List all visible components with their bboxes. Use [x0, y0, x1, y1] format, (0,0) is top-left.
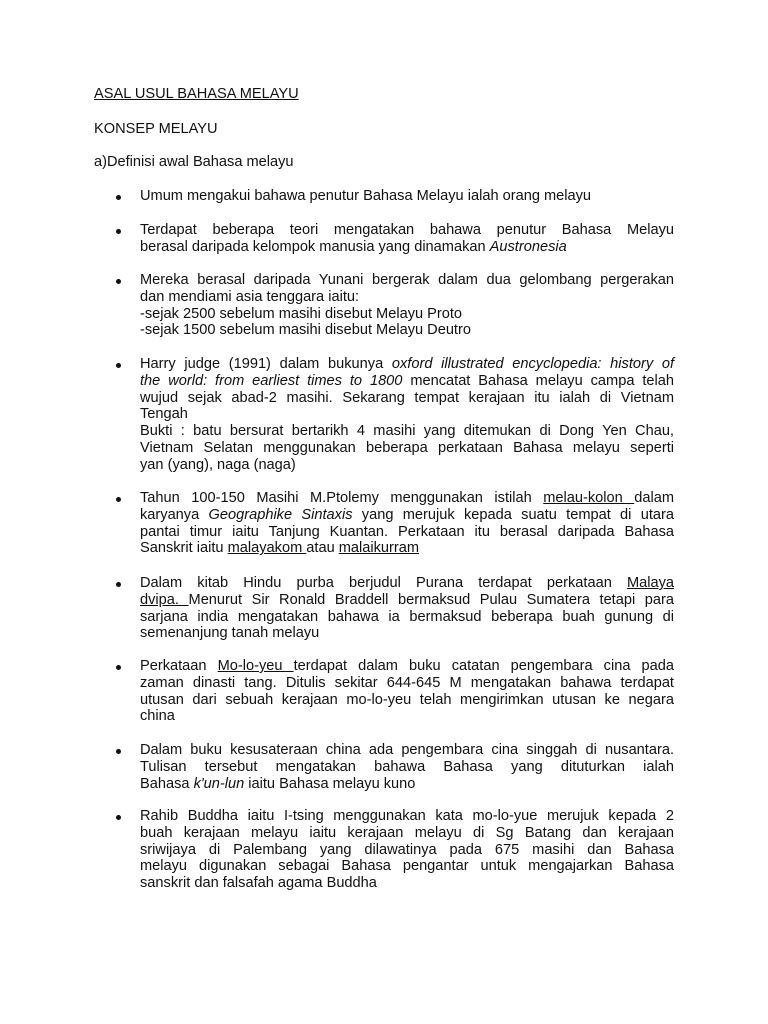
text-line [140, 540, 674, 557]
bullet-point-icon [116, 195, 121, 200]
text-line [140, 825, 674, 842]
text-run: buah kerajaan melayu iaitu kerajaan melayu di Sg Batang dan kerajaan [140, 824, 674, 841]
text-run: Sanskrit iaitu [140, 540, 228, 557]
text-run: semenanjung tanah melayu [140, 625, 320, 642]
text-line [140, 708, 674, 725]
text-run: Bahasa [140, 775, 194, 792]
bullet-text [140, 808, 674, 892]
text-line [140, 423, 674, 440]
text-line [140, 842, 674, 859]
italic-term: k'un-lun [193, 775, 245, 792]
bullet-point-icon [116, 229, 121, 234]
underlined-term: malayakom [227, 540, 307, 557]
text-line [140, 440, 674, 457]
text-run: melayu digunakan sebagai Bahasa pengantar untuk mengajarkan Bahasa [140, 858, 674, 875]
bullet-text [140, 188, 674, 205]
text-run: Dalam buku kesusateraan china ada pengembara cina singgah di nusantara. [140, 742, 674, 758]
bullet-text [140, 272, 674, 339]
underlined-term: dvipa. [140, 591, 189, 608]
text-line [140, 875, 674, 892]
section-heading: KONSEP MELAYU [94, 121, 218, 137]
text-line [140, 406, 674, 423]
text-run: sarjana india mengatakan bahawa ia bermaksud beberapa buah gunung di [140, 608, 674, 625]
bullet-point-icon [116, 279, 121, 284]
text-run: iaitu Bahasa melayu kuno [244, 775, 416, 792]
bullet-text [140, 575, 674, 642]
bullet-text [140, 742, 674, 792]
text-run: Tengah [140, 406, 188, 423]
bullet-point-icon [116, 497, 121, 502]
text-run: Bukti : batu bersurat bertarikh 4 masihi yang ditemukan di Dong Yen Chau, [140, 423, 674, 440]
text-run: dan mendiami asia tenggara iaitu: [140, 288, 360, 305]
subsection-heading: a)Definisi awal Bahasa melayu [94, 154, 294, 170]
text-run: wujud sejak abad-2 masihi. Sekarang tempat kerajaan itu ialah di Vietnam [140, 389, 674, 406]
bullet-point-icon [116, 749, 121, 754]
text-line [140, 188, 674, 205]
text-run: Mereka berasal daripada Yunani bergerak dalam dua gelombang pergerakan [140, 272, 674, 288]
text-run: Rahib Buddha iaitu I-tsing menggunakan kata mo-lo-yue merujuk kepada 2 [140, 808, 674, 824]
text-line [140, 272, 674, 289]
bullet-point-icon [116, 363, 121, 368]
text-line [140, 457, 674, 474]
text-run: -sejak 2500 sebelum masihi disebut Melayu Proto [140, 305, 463, 322]
text-run: Harry judge (1991) dalam bukunya [140, 356, 392, 372]
text-run: Terdapat beberapa teori mengatakan bahawa penutur Bahasa Melayu [140, 222, 674, 238]
text-run: karyanya [140, 506, 209, 523]
text-run: yang merujuk kepada suatu tempat di utara [352, 506, 674, 523]
text-run: china [140, 708, 175, 725]
underlined-term: melau-kolon [543, 490, 635, 506]
text-run: Perkataan [140, 658, 218, 674]
italic-term: the world: from earliest times to 1800 [140, 372, 403, 389]
bullet-text [140, 490, 674, 557]
text-line [140, 306, 674, 323]
text-run: sriwijaya di Palembang yang dilawatinya pada 675 masihi dan Bahasa [140, 841, 674, 858]
text-line [140, 390, 674, 407]
text-run: sanskrit dan falsafah agama Buddha [140, 875, 377, 892]
text-line [140, 776, 674, 793]
text-run: Dalam kitab Hindu purba berjudul Purana terdapat perkataan [140, 575, 627, 591]
text-run: yan (yang), naga (naga) [140, 456, 296, 473]
text-run: Tahun 100-150 Masihi M.Ptolemy menggunakan istilah [140, 490, 544, 506]
text-run: Tulisan tersebut mengatakan bahawa Bahasa yang dituturkan ialah [140, 758, 674, 775]
text-line [140, 858, 674, 875]
text-run: mencatat Bahasa melayu campa telah [402, 372, 674, 389]
text-run: Vietnam Selatan menggunakan beberapa perkataan Bahasa melayu seperti [140, 439, 674, 456]
text-line [140, 507, 674, 524]
text-run: terdapat dalam buku catatan pengembara cina pada [293, 658, 674, 674]
bullet-point-icon [116, 665, 121, 670]
italic-term: Geographike Sintaxis [208, 506, 353, 523]
text-run: atau [306, 540, 339, 557]
document-title: ASAL USUL BAHASA MELAYU [94, 86, 299, 102]
bullet-point-icon [116, 582, 121, 587]
text-run: Menurut Sir Ronald Braddell bermaksud Pulau Sumatera tetapi para [188, 591, 674, 608]
text-line [140, 675, 674, 692]
text-line [140, 609, 674, 626]
underlined-term: malaikurram [338, 540, 420, 557]
bullet-text [140, 658, 674, 725]
text-line [140, 625, 674, 642]
text-line [140, 759, 674, 776]
text-line [140, 592, 674, 609]
bullet-text [140, 356, 674, 474]
text-run: zaman dinasti tang. Ditulis sekitar 644-645 M mengatakan bahawa terdapat [140, 674, 674, 691]
text-line [140, 575, 674, 592]
bullet-point-icon [116, 815, 121, 820]
text-line [140, 742, 674, 759]
text-line [140, 524, 674, 541]
text-run: utusan dari sebuah kerajaan mo-lo-yeu telah mengirimkan utusan ke negara [140, 691, 674, 708]
text-run: berasal daripada kelompok manusia yang dinamakan [140, 238, 490, 255]
text-line [140, 239, 674, 256]
underlined-term: Malaya [626, 575, 674, 591]
text-line [140, 808, 674, 825]
text-line [140, 490, 674, 507]
text-run: dalam [634, 490, 674, 506]
text-line [140, 373, 674, 390]
text-run: -sejak 1500 sebelum masihi disebut Melayu Deutro [140, 322, 471, 339]
text-line [140, 356, 674, 373]
text-line [140, 692, 674, 709]
underlined-term: Mo-lo-yeu [217, 658, 294, 674]
text-line [140, 658, 674, 675]
italic-term: Austronesia [489, 238, 567, 255]
text-line [140, 322, 674, 339]
text-run: pantai timur iaitu Tanjung Kuantan. Perkataan itu berasal daripada Bahasa [140, 523, 674, 540]
bullet-text [140, 222, 674, 256]
text-run: Umum mengakui bahawa penutur Bahasa Melayu ialah orang melayu [140, 188, 592, 204]
text-line [140, 289, 674, 306]
text-line [140, 222, 674, 239]
italic-term: oxford illustrated encyclopedia: history of [391, 356, 674, 372]
